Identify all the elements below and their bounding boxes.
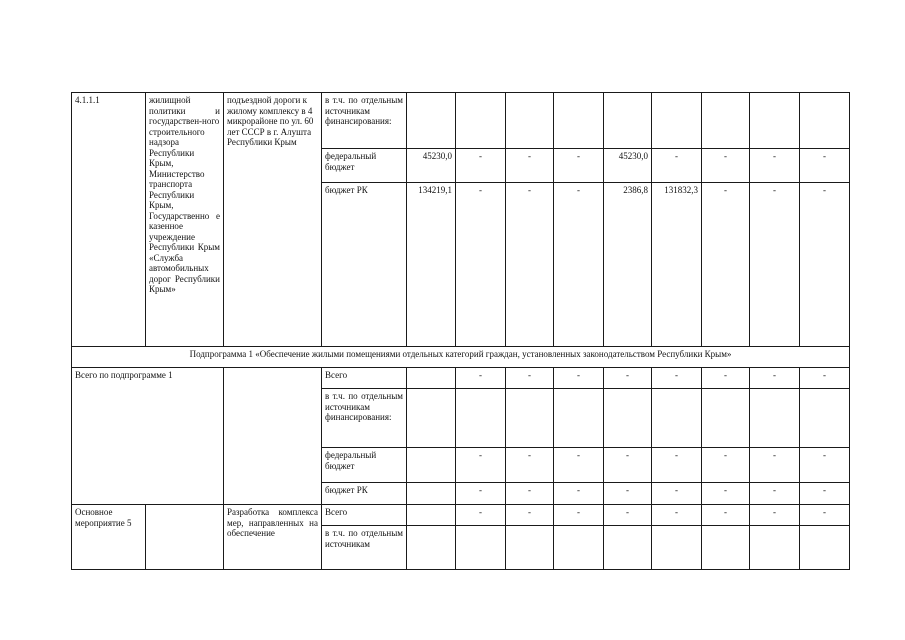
value-cell — [750, 526, 800, 570]
value-cell: - — [702, 149, 750, 183]
row-code: 4.1.1.1 — [72, 93, 146, 347]
source-cell: бюджет РК — [322, 483, 407, 505]
value-cell — [456, 526, 506, 570]
value-cell — [800, 93, 850, 149]
value-cell — [652, 526, 702, 570]
value-cell — [456, 389, 506, 448]
source-cell: федеральный бюджет — [322, 448, 407, 483]
total-cell — [407, 483, 456, 505]
source-cell: федеральный бюджет — [322, 149, 407, 183]
value-cell: - — [554, 368, 604, 389]
value-cell: - — [506, 483, 554, 505]
value-cell: - — [554, 483, 604, 505]
source-cell: Всего — [322, 368, 407, 389]
value-cell: - — [800, 183, 850, 347]
value-cell: 131832,3 — [652, 183, 702, 347]
value-cell: - — [702, 505, 750, 526]
value-cell — [702, 93, 750, 149]
value-cell: - — [800, 448, 850, 483]
value-cell — [506, 93, 554, 149]
source-cell: в т.ч. по отдельным источникам финансирования: — [322, 93, 407, 149]
source-cell: в т.ч. по отдельным источникам финансирования: — [322, 389, 407, 448]
value-cell: - — [750, 483, 800, 505]
value-cell — [702, 389, 750, 448]
value-cell — [554, 93, 604, 149]
value-cell: - — [800, 483, 850, 505]
value-cell: - — [800, 368, 850, 389]
object-cell: Разработка комплекса мер, направленных на обеспечение — [224, 505, 322, 570]
value-cell — [750, 389, 800, 448]
value-cell: - — [456, 368, 506, 389]
value-cell: - — [506, 183, 554, 347]
value-cell: - — [604, 448, 652, 483]
value-cell: - — [554, 448, 604, 483]
value-cell — [604, 389, 652, 448]
value-cell: - — [456, 448, 506, 483]
total-cell — [407, 93, 456, 149]
value-cell — [702, 526, 750, 570]
value-cell: - — [652, 149, 702, 183]
financing-table — [71, 92, 850, 570]
source-cell: в т.ч. по отдельным источникам — [322, 526, 407, 570]
value-cell: - — [604, 368, 652, 389]
value-cell — [506, 389, 554, 448]
value-cell: - — [652, 368, 702, 389]
table-row — [72, 93, 850, 149]
value-cell: - — [554, 505, 604, 526]
value-cell: - — [604, 505, 652, 526]
value-cell — [456, 93, 506, 149]
value-cell: - — [652, 483, 702, 505]
table-row — [72, 368, 850, 389]
value-cell: - — [554, 149, 604, 183]
value-cell — [604, 93, 652, 149]
value-cell: - — [456, 483, 506, 505]
value-cell: - — [604, 483, 652, 505]
value-cell: - — [800, 149, 850, 183]
total-cell — [407, 505, 456, 526]
value-cell — [652, 93, 702, 149]
value-cell: - — [750, 149, 800, 183]
table-row — [72, 347, 850, 368]
object-cell — [224, 368, 322, 505]
value-cell: - — [750, 368, 800, 389]
activity-label: Основное мероприятие 5 — [72, 505, 146, 570]
value-cell: - — [750, 448, 800, 483]
value-cell: - — [702, 183, 750, 347]
value-cell: 2386,8 — [604, 183, 652, 347]
source-cell: бюджет РК — [322, 183, 407, 347]
object-cell: подъездной дороги к жилому комплексу в 4 микрорайоне по ул. 60 лет СССР в г. Алушта Республики Крым — [224, 93, 322, 347]
total-cell — [407, 448, 456, 483]
value-cell: - — [506, 505, 554, 526]
value-cell: - — [750, 183, 800, 347]
value-cell: - — [702, 483, 750, 505]
value-cell: - — [702, 448, 750, 483]
executor-cell — [146, 505, 224, 570]
value-cell — [800, 389, 850, 448]
total-cell — [407, 526, 456, 570]
value-cell: - — [750, 505, 800, 526]
value-cell — [554, 389, 604, 448]
value-cell: - — [456, 149, 506, 183]
table-row — [72, 505, 850, 526]
subprogram-title: Подпрограмма 1 «Обеспечение жилыми помещениями отдельных категорий граждан, установленных законодательством Республики Крым» — [72, 347, 850, 368]
value-cell: 45230,0 — [604, 149, 652, 183]
value-cell: - — [506, 368, 554, 389]
source-cell: Всего — [322, 505, 407, 526]
value-cell: - — [800, 505, 850, 526]
total-cell: 134219,1 — [407, 183, 456, 347]
value-cell — [554, 526, 604, 570]
value-cell: - — [652, 448, 702, 483]
value-cell: - — [506, 149, 554, 183]
value-cell — [604, 526, 652, 570]
subprogram-total-label: Всего по подпрограмме 1 — [72, 368, 224, 505]
value-cell — [506, 526, 554, 570]
value-cell: - — [652, 505, 702, 526]
value-cell: - — [702, 368, 750, 389]
total-cell: 45230,0 — [407, 149, 456, 183]
value-cell — [652, 389, 702, 448]
value-cell: - — [456, 183, 506, 347]
value-cell — [750, 93, 800, 149]
total-cell — [407, 389, 456, 448]
value-cell: - — [506, 448, 554, 483]
value-cell: - — [456, 505, 506, 526]
value-cell — [800, 526, 850, 570]
executor-cell: жилищной политики и государствен-ного строительного надзора Республики Крым, Министерство транспорта Республики Крым, Государственно е казенное учреждение Республики Крым «Служба автомобильных дорог Республики Крым» — [146, 93, 224, 347]
total-cell — [407, 368, 456, 389]
value-cell: - — [554, 183, 604, 347]
